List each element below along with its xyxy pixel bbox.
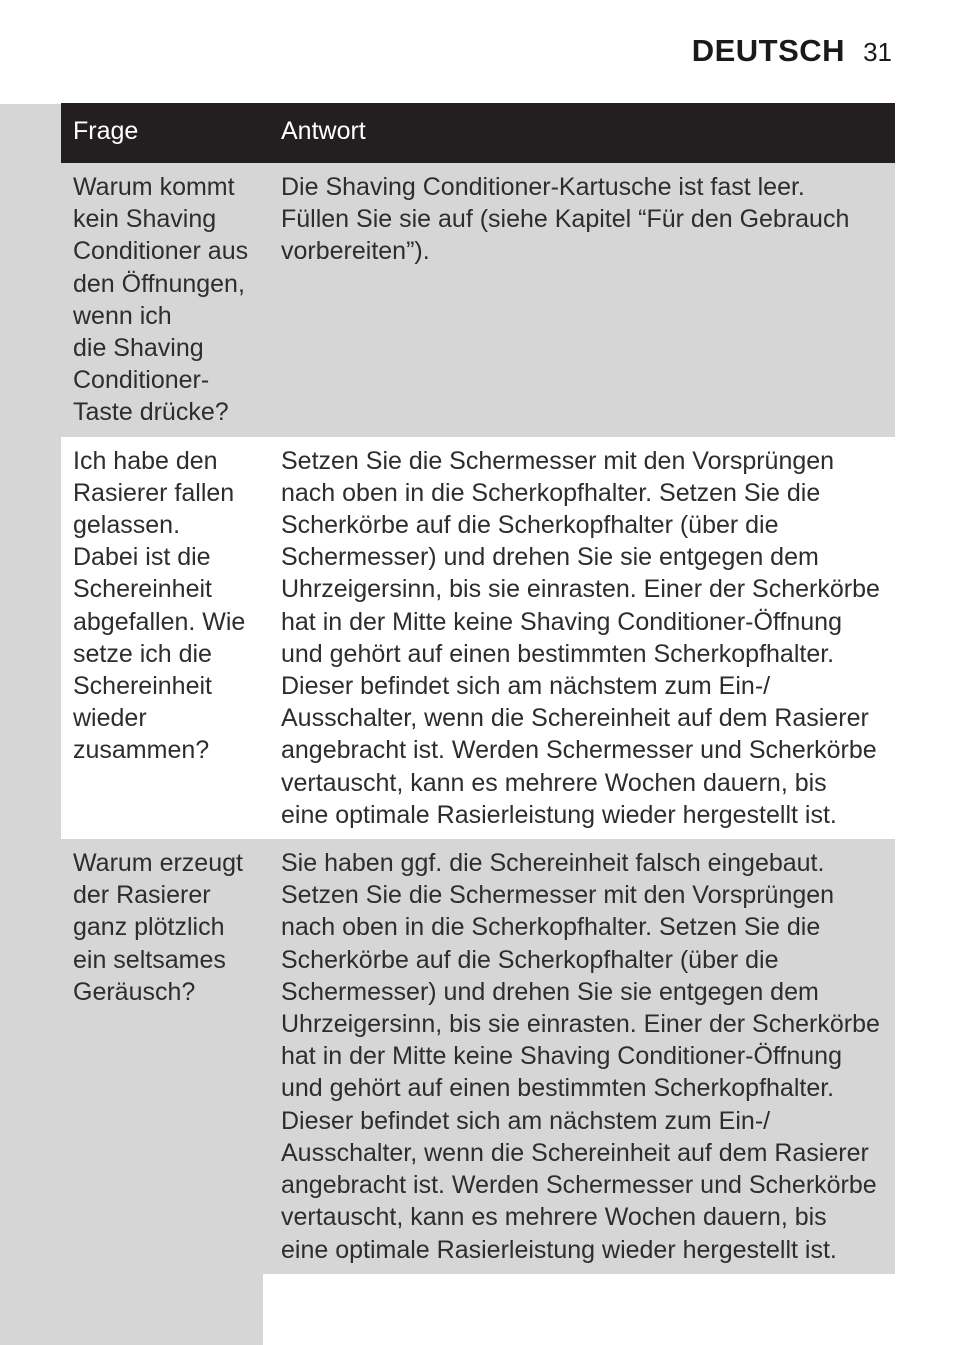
column-header-answer: Antwort bbox=[270, 103, 895, 163]
table-row bbox=[61, 839, 895, 1274]
cell-gap bbox=[260, 163, 270, 437]
page-header bbox=[692, 33, 892, 69]
cell-gap bbox=[260, 437, 270, 839]
cell-gap bbox=[260, 839, 270, 1274]
faq-table bbox=[61, 103, 895, 1274]
table-row bbox=[61, 437, 895, 839]
table-row bbox=[61, 163, 895, 437]
language-title: DEUTSCH bbox=[691, 33, 846, 68]
answer-cell: Die Shaving Conditioner-Kartusche ist fast leer. Füllen Sie sie auf (siehe Kapitel “Für den Gebrauch vorbereiten”). bbox=[270, 163, 895, 437]
column-gap bbox=[260, 103, 270, 163]
question-cell: Ich habe den Rasierer fallen gelassen. Dabei ist die Schereinheit abgefallen. Wie setze ich die Schereinheit wieder zusammen? bbox=[61, 437, 260, 839]
answer-cell: Sie haben ggf. die Schereinheit falsch eingebaut. Setzen Sie die Schermesser mit den Vorsprüngen nach oben in die Scherkopfhalter. Setzen Sie die Scherkörbe auf die Scherkopfhalter (über die Schermesser) und drehen Sie sie entgegen dem Uhrzeigersinn, bis sie einrasten. Einer der Scherkörbe hat in der Mitte keine Shaving Conditioner-Öffnung und gehört auf einen bestimmten Scherkopfhalter. Dieser befindet sich am nächstem zum Ein-/ Ausschalter, wenn die Schereinheit auf dem Rasierer angebracht ist. Werden Schermesser und Scherkörbe vertauscht, kann es mehrere Wochen dauern, bis eine optimale Rasierleistung wieder hergestellt ist. bbox=[270, 839, 895, 1274]
page-number: 31 bbox=[863, 37, 892, 67]
table-header-row bbox=[61, 103, 895, 163]
question-cell: Warum erzeugt der Rasierer ganz plötzlich ein seltsames Geräusch? bbox=[61, 839, 260, 1274]
question-cell: Warum kommt kein Shaving Conditioner aus den Öffnungen, wenn ich die Shaving Conditioner- Taste drücke? bbox=[61, 163, 260, 437]
answer-cell: Setzen Sie die Schermesser mit den Vorsprüngen nach oben in die Scherkopfhalter. Setzen Sie die Scherkörbe auf die Scherkopfhalter (über die Schermesser) und drehen Sie sie entgegen dem Uhrzeigersinn, bis sie einrasten. Einer der Scherkörbe hat in der Mitte keine Shaving Conditioner-Öffnung und gehört auf einen bestimmten Scherkopfhalter. Dieser befindet sich am nächstem zum Ein-/ Ausschalter, wenn die Schereinheit auf dem Rasierer angebracht ist. Werden Schermesser und Scherkörbe vertauscht, kann es mehrere Wochen dauern, bis eine optimale Rasierleistung wieder hergestellt ist. bbox=[270, 437, 895, 839]
column-header-question: Frage bbox=[61, 103, 260, 163]
